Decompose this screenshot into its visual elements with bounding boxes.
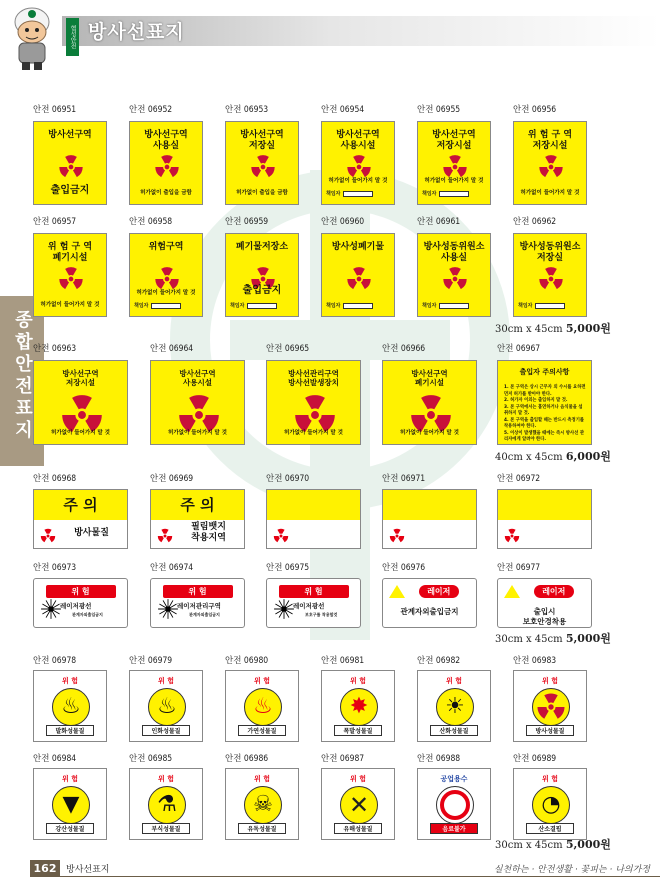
sign-title: 방사성폐기물 xyxy=(331,242,385,252)
responsible-box xyxy=(343,191,373,197)
sign-card[interactable] xyxy=(33,578,128,628)
price-amount: 6,000원 xyxy=(565,450,611,463)
product-code: 안전 06974 xyxy=(150,563,194,573)
price-amount: 5,000원 xyxy=(565,322,611,335)
product-code: 안전 06968 xyxy=(33,474,77,484)
laser-warning-icon xyxy=(389,585,405,598)
sign-card[interactable] xyxy=(382,489,477,549)
sign-bottom: 가연성물질 xyxy=(238,725,286,736)
sign-title: 방사선구역 저장실 xyxy=(240,130,284,151)
sign-bottom: 허가없이 들어가지 말 것 xyxy=(284,430,343,436)
product-code: 안전 06964 xyxy=(150,344,194,354)
radiation-trefoil-icon xyxy=(154,154,180,180)
sign-card[interactable] xyxy=(321,768,395,840)
sign-title: 방사선구역 사용실 xyxy=(144,130,188,151)
product-code: 안전 06975 xyxy=(266,563,310,573)
sign-title: 위 험 구 역 저장시설 xyxy=(527,130,573,151)
sign-card[interactable] xyxy=(417,233,491,317)
sign-top-band xyxy=(383,490,476,520)
sign-title: 위 험 xyxy=(158,677,174,685)
product-code: 안전 06952 xyxy=(129,105,173,115)
sign-card[interactable] xyxy=(497,489,592,549)
sign-title: 주 의 xyxy=(63,496,98,514)
laser-burst-icon xyxy=(273,598,295,620)
sign-bottom: 출입금지 xyxy=(50,185,90,196)
sign-card[interactable] xyxy=(33,121,107,205)
responsible-field xyxy=(422,302,469,310)
sign-title: 위 험 구 역 폐기시설 xyxy=(47,242,93,263)
sign-card[interactable] xyxy=(150,489,245,549)
product-code: 안전 06965 xyxy=(266,344,310,354)
responsible-label: 책임자 xyxy=(326,191,341,197)
price-size: 30cm x 45cm xyxy=(495,634,563,645)
sign-card[interactable] xyxy=(150,360,245,445)
sign-bottom: 허가없이 들어가지 말 것 xyxy=(400,430,459,436)
sign-title: 방사성동위원소 저장실 xyxy=(519,242,581,263)
responsible-box xyxy=(343,303,373,309)
responsible-label: 책임자 xyxy=(518,303,533,309)
sign-title: 위 험 xyxy=(46,585,116,598)
sign-title: 위 험 xyxy=(62,775,78,783)
hazard-oxygen-icon xyxy=(532,786,570,824)
sign-bottom: 허가없이 출입을 금함 xyxy=(140,190,192,196)
sign-bottom: 인화성물질 xyxy=(142,725,190,736)
sign-title: 위 험 xyxy=(350,677,366,685)
sign-card[interactable] xyxy=(225,670,299,742)
product-code: 안전 06958 xyxy=(129,217,173,227)
sign-title: 공업용수 xyxy=(440,775,468,783)
product-code: 안전 06973 xyxy=(33,563,77,573)
product-code: 안전 06984 xyxy=(33,754,77,764)
product-code: 안전 06951 xyxy=(33,105,77,115)
sign-subtext: 관계자외출입금지 xyxy=(189,612,220,617)
responsible-field xyxy=(326,190,373,198)
sign-card[interactable] xyxy=(513,768,587,840)
price-label xyxy=(495,320,611,336)
product-code: 안전 06957 xyxy=(33,217,77,227)
radiation-trefoil-icon xyxy=(58,266,84,292)
sign-title: 방사성동위원소 사용실 xyxy=(423,242,485,263)
radiation-trefoil-icon xyxy=(538,266,564,292)
responsible-box xyxy=(247,303,277,309)
sign-bottom: 필림뱃지 착용지역 xyxy=(191,522,226,543)
hazard-toxic-icon xyxy=(244,786,282,824)
sign-card[interactable] xyxy=(513,670,587,742)
sign-bottom: 유해성물질 xyxy=(334,823,382,834)
hazard-harmful-icon xyxy=(340,786,378,824)
sign-title: 위 험 xyxy=(279,585,349,598)
price-label xyxy=(495,448,611,464)
sign-card[interactable] xyxy=(417,670,491,742)
product-code: 안전 06982 xyxy=(417,656,461,666)
sign-card[interactable] xyxy=(33,360,128,445)
laser-burst-icon xyxy=(157,598,179,620)
product-code: 안전 06960 xyxy=(321,217,365,227)
no-drink-icon xyxy=(440,790,470,820)
sign-title: 방사선구역 xyxy=(48,130,92,140)
page-number: 162 xyxy=(30,860,60,877)
sign-title: 위 험 xyxy=(254,677,270,685)
footer-section: 방사선표지 xyxy=(66,865,110,875)
radiation-trefoil-icon xyxy=(40,528,56,544)
responsible-box xyxy=(151,303,181,309)
product-code: 안전 06967 xyxy=(497,344,541,354)
responsible-label: 책임자 xyxy=(230,303,245,309)
radiation-trefoil-icon xyxy=(273,528,289,544)
pictogram-glyph: ◔ xyxy=(541,792,561,817)
sign-title: 방사선구역 사용시설 xyxy=(179,369,216,387)
responsible-field xyxy=(422,190,469,198)
responsible-field xyxy=(230,302,277,310)
product-code: 안전 06989 xyxy=(513,754,557,764)
sign-bottom: 허가없이 들어가지 말 것 xyxy=(51,430,110,436)
sign-bottom: 방사물질 xyxy=(74,528,109,538)
sign-card[interactable] xyxy=(150,578,245,628)
sign-title: 방사선구역 폐기시설 xyxy=(411,369,448,387)
sign-title: 폐기물저장소 xyxy=(235,242,289,252)
radiation-trefoil-icon xyxy=(250,154,276,180)
x-mark-icon: ✕ xyxy=(348,791,370,819)
responsible-box xyxy=(535,303,565,309)
sign-title: 위 험 xyxy=(542,775,558,783)
hazard-radiation-icon xyxy=(532,688,570,726)
sign-bottom: 유독성물질 xyxy=(238,823,286,834)
radiation-trefoil-icon xyxy=(389,528,405,544)
page-title: 방사선표지 xyxy=(88,21,185,43)
sign-card[interactable] xyxy=(417,121,491,205)
product-code: 안전 06988 xyxy=(417,754,461,764)
product-code: 안전 06978 xyxy=(33,656,77,666)
sign-card[interactable] xyxy=(33,670,107,742)
hazard-acid-icon xyxy=(52,786,90,824)
hazard-corrosive-icon xyxy=(148,786,186,824)
sign-bottom: 출입금지 xyxy=(242,285,282,296)
product-code: 안전 06971 xyxy=(382,474,426,484)
sign-subtext: 관계자외출입금지 xyxy=(72,612,103,617)
product-code: 안전 06981 xyxy=(321,656,365,666)
responsible-label: 책임자 xyxy=(422,191,437,197)
product-code: 안전 06963 xyxy=(33,344,77,354)
pictogram-glyph: ✸ xyxy=(349,694,369,719)
radiation-trefoil-icon xyxy=(442,266,468,292)
responsible-field xyxy=(134,302,181,310)
header-side-tag: 협성안전 xyxy=(66,18,79,56)
sign-card[interactable] xyxy=(321,670,395,742)
sign-bottom: 허가없이 들어가지 말 것 xyxy=(168,430,227,436)
sign-card[interactable] xyxy=(225,768,299,840)
footer-slogan: 실천하는 · 안전생활 · 꽃피는 · 나의가정 xyxy=(493,865,650,875)
sign-bottom: 레이저광선 xyxy=(293,602,325,610)
pictogram-glyph: ⚗ xyxy=(157,792,177,817)
product-code: 안전 06972 xyxy=(497,474,541,484)
sign-card[interactable] xyxy=(382,360,477,445)
sign-title: 주 의 xyxy=(180,496,215,514)
rules-text: 1. 본 구역은 상시 근무자 외 수시를 요하면 먼저 허가를 받아야 한다. 2. 허가자 이외는 출입하지 말 것. 3. 본 구역에서는 흡연하거나 음식물을 섭취하지 말 것. 4. 본 구역을 출입할 때는 반드시 측정기를 착용하여야 한다. 5. 이상이 발생했을 때에는 즉시 방사선 관리자에게 알려야 한다. xyxy=(504,385,586,442)
product-code: 안전 06976 xyxy=(382,563,426,573)
sign-card[interactable] xyxy=(225,233,299,317)
sign-card[interactable] xyxy=(321,233,395,317)
sign-title: 위험구역 xyxy=(148,242,184,252)
hazard-oxidizer-icon xyxy=(436,688,474,726)
sign-card[interactable] xyxy=(513,121,587,205)
product-code: 안전 06969 xyxy=(150,474,194,484)
side-tab-label: 종합안전표지 xyxy=(12,310,33,442)
product-code: 안전 06956 xyxy=(513,105,557,115)
product-code: 안전 06954 xyxy=(321,105,365,115)
sign-bottom: 레이저관리구역 xyxy=(177,602,221,610)
sign-title: 위 험 xyxy=(158,775,174,783)
sign-card[interactable] xyxy=(497,578,592,628)
price-amount: 5,000원 xyxy=(565,632,611,645)
sign-title: 위 험 xyxy=(542,677,558,685)
pictogram-glyph: ♨ xyxy=(157,694,177,719)
price-amount: 5,000원 xyxy=(565,838,611,851)
sign-title: 레이저 xyxy=(419,585,459,598)
hazard-flammable-icon xyxy=(148,688,186,726)
sign-title: 방사선구역 사용시설 xyxy=(336,130,380,151)
page-header xyxy=(0,0,660,62)
sign-bottom: 부식성물질 xyxy=(142,823,190,834)
pictogram-glyph: ♨ xyxy=(253,694,273,719)
mascot-icon xyxy=(4,4,60,72)
sign-bottom: 발화성물질 xyxy=(46,725,94,736)
sign-card[interactable] xyxy=(129,233,203,317)
sign-bottom: 산소결핍 xyxy=(526,823,574,834)
radiation-trefoil-icon xyxy=(536,692,566,722)
sign-bottom: 레이저광선 xyxy=(60,602,92,610)
sign-bottom: 허가없이 들어가지 말 것 xyxy=(136,290,196,296)
responsible-box xyxy=(439,303,469,309)
sign-bottom: 허가없이 들어가지 말 것 xyxy=(40,302,100,308)
radiation-trefoil-icon xyxy=(538,154,564,180)
sign-top-band xyxy=(498,490,591,520)
sign-card[interactable] xyxy=(382,578,477,628)
hazard-no-drink-icon xyxy=(436,786,474,824)
product-code: 안전 06979 xyxy=(129,656,173,666)
sign-card[interactable] xyxy=(497,360,592,445)
product-code: 안전 06953 xyxy=(225,105,269,115)
pictogram-glyph: ☀ xyxy=(445,694,465,719)
sign-title: 방사선구역 저장시설 xyxy=(62,369,99,387)
hazard-fire-hazard-icon xyxy=(52,688,90,726)
price-size: 30cm x 45cm xyxy=(495,840,563,851)
laser-burst-icon xyxy=(40,598,62,620)
sign-card[interactable] xyxy=(513,233,587,317)
sign-card[interactable] xyxy=(321,121,395,205)
hazard-explosive-icon xyxy=(340,688,378,726)
sign-card[interactable] xyxy=(417,768,491,840)
product-code: 안전 06966 xyxy=(382,344,426,354)
product-code: 안전 06985 xyxy=(129,754,173,764)
radiation-trefoil-icon xyxy=(157,528,173,544)
sign-bottom: 허가없이 들어가지 말 것 xyxy=(328,178,388,184)
sign-subtext: 보호구를 착용할것 xyxy=(305,612,338,617)
sign-title: 출입자 주의사항 xyxy=(519,368,570,376)
product-code: 안전 06961 xyxy=(417,217,461,227)
price-size: 30cm x 45cm xyxy=(495,324,563,335)
laser-warning-icon xyxy=(504,585,520,598)
pictogram-glyph: ▼ xyxy=(62,792,80,817)
sign-card[interactable] xyxy=(266,360,361,445)
sign-card[interactable] xyxy=(129,670,203,742)
product-code: 안전 06962 xyxy=(513,217,557,227)
responsible-label: 책임자 xyxy=(422,303,437,309)
product-code: 안전 06955 xyxy=(417,105,461,115)
sign-bottom: 음료불가 xyxy=(430,823,478,834)
price-label xyxy=(495,630,611,646)
radiation-trefoil-icon xyxy=(346,266,372,292)
responsible-field xyxy=(518,302,565,310)
sign-title: 위 험 xyxy=(62,677,78,685)
responsible-label: 책임자 xyxy=(326,303,341,309)
sign-card[interactable] xyxy=(33,768,107,840)
sign-title: 위 험 xyxy=(163,585,233,598)
sign-bottom: 출입시 보호안경착용 xyxy=(522,607,567,626)
sign-card[interactable] xyxy=(33,489,128,549)
product-code: 안전 06987 xyxy=(321,754,365,764)
responsible-box xyxy=(439,191,469,197)
sign-card[interactable] xyxy=(129,121,203,205)
sign-bottom: 관계자외출입금지 xyxy=(400,607,459,616)
responsible-field xyxy=(326,302,373,310)
product-code: 안전 06977 xyxy=(497,563,541,573)
price-size: 40cm x 45cm xyxy=(495,452,563,463)
sign-title: 방사선관리구역 방사선발생장치 xyxy=(288,369,339,387)
sign-bottom: 폭발성물질 xyxy=(334,725,382,736)
product-code: 안전 06959 xyxy=(225,217,269,227)
sign-bottom: 강산성물질 xyxy=(46,823,94,834)
sign-bottom: 허가없이 들어가지 말 것 xyxy=(520,190,580,196)
sign-bottom: 산화성물질 xyxy=(430,725,478,736)
sign-card[interactable] xyxy=(225,121,299,205)
pictogram-glyph: ♨ xyxy=(61,694,81,719)
hazard-combustible-icon xyxy=(244,688,282,726)
sign-bottom: 허가없이 출입을 금함 xyxy=(236,190,288,196)
product-code: 안전 06970 xyxy=(266,474,310,484)
sign-bottom: 허가없이 들어가지 말 것 xyxy=(424,178,484,184)
pictogram-glyph: ☠ xyxy=(253,792,273,817)
sign-card[interactable] xyxy=(266,489,361,549)
sign-top-band xyxy=(267,490,360,520)
sign-bottom: 방사성물질 xyxy=(526,725,574,736)
product-code: 안전 06983 xyxy=(513,656,557,666)
radiation-trefoil-icon xyxy=(58,154,84,180)
sign-card[interactable] xyxy=(266,578,361,628)
sign-card[interactable] xyxy=(129,768,203,840)
sign-title: 위 험 xyxy=(254,775,270,783)
radiation-trefoil-icon xyxy=(504,528,520,544)
sign-title: 위 험 xyxy=(446,677,462,685)
sign-title: 위 험 xyxy=(350,775,366,783)
product-code: 안전 06986 xyxy=(225,754,269,764)
sign-card[interactable] xyxy=(33,233,107,317)
sign-title: 레이저 xyxy=(534,585,574,598)
responsible-label: 책임자 xyxy=(134,303,149,309)
sign-title: 방사선구역 저장시설 xyxy=(432,130,476,151)
product-code: 안전 06980 xyxy=(225,656,269,666)
